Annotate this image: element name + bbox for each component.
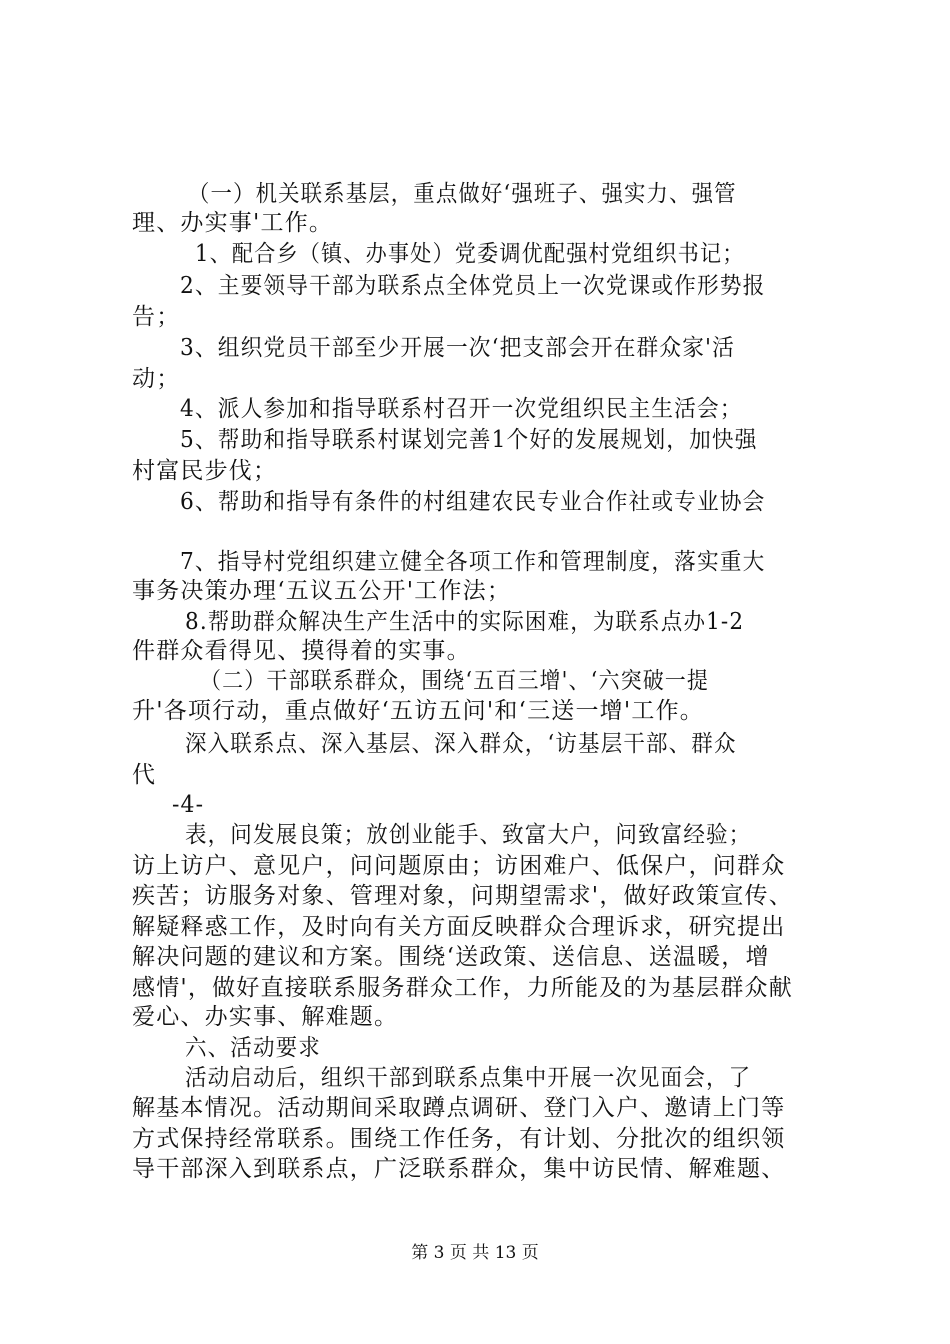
text-line: 疾苦；访服务对象、管理对象，问期望需求'，做好政策宣传、 xyxy=(132,883,793,909)
text-line: 告； xyxy=(132,304,181,330)
text-line: 爱心、办实事、解难题。 xyxy=(132,1004,399,1030)
text-line: -4- xyxy=(172,792,205,818)
text-line: 代 xyxy=(132,762,157,788)
text-line: 解决问题的建议和方案。围绕‘送政策、送信息、送温暖，增 xyxy=(132,944,770,970)
text-line: 动； xyxy=(132,366,181,392)
text-line: 活动启动后，组织干部到联系点集中开展一次见面会，了 xyxy=(185,1065,752,1091)
text-line: 7、指导村党组织建立健全各项工作和管理制度，落实重大 xyxy=(180,549,766,575)
text-line: 2、主要领导干部为联系点全体党员上一次党课或作形势报 xyxy=(180,273,766,299)
text-line: 8.帮助群众解决生产生活中的实际困难，为联系点办1-2 xyxy=(185,609,745,635)
text-line: 件群众看得见、摸得着的实事。 xyxy=(132,638,471,664)
text-line: 村富民步伐； xyxy=(132,458,278,484)
text-line: 3、组织党员干部至少开展一次‘把支部会开在群众家'活 xyxy=(180,335,735,361)
text-line: 升'各项行动，重点做好‘五访五问'和‘三送一增'工作。 xyxy=(132,698,704,724)
page-number-footer: 第 3 页 共 13 页 xyxy=(411,1243,539,1263)
text-line: 1、配合乡（镇、办事处）党委调优配强村党组织书记； xyxy=(195,241,745,267)
text-line: 深入联系点、深入基层、深入群众，‘访基层干部、群众 xyxy=(185,731,737,757)
text-line: 6、帮助和指导有条件的村组建农民专业合作社或专业协会 xyxy=(180,489,766,515)
text-line: 事务决策办理‘五议五公开'工作法； xyxy=(132,578,512,604)
text-line: 5、帮助和指导联系村谋划完善1个好的发展规划，加快强 xyxy=(180,427,758,453)
text-line: （二）干部联系群众，围绕‘五百三增'、‘六突破一提 xyxy=(200,668,710,694)
text-line: 导干部深入到联系点，广泛联系群众，集中访民情、解难题、 xyxy=(132,1156,786,1182)
text-line: 4、派人参加和指导联系村召开一次党组织民主生活会； xyxy=(180,396,743,422)
text-line: 方式保持经常联系。围绕工作任务，有计划、分批次的组织领 xyxy=(132,1126,786,1152)
text-line: 解疑释惑工作，及时向有关方面反映群众合理诉求，研究提出 xyxy=(132,914,786,940)
text-line: （一）机关联系基层，重点做好‘强班子、强实力、强管 xyxy=(188,181,737,207)
text-line: 表，问发展良策；放创业能手、致富大户，问致富经验； xyxy=(185,822,752,848)
text-line: 访上访户、意见户，问问题原由；访困难户、低保户，问群众 xyxy=(132,853,786,879)
section-heading: 六、活动要求 xyxy=(185,1035,321,1061)
text-line: 解基本情况。活动期间采取蹲点调研、登门入户、邀请上门等 xyxy=(132,1095,786,1121)
text-line: 感情'，做好直接联系服务群众工作，力所能及的为基层群众献 xyxy=(132,975,793,1001)
text-line: 理、办实事'工作。 xyxy=(132,210,334,236)
